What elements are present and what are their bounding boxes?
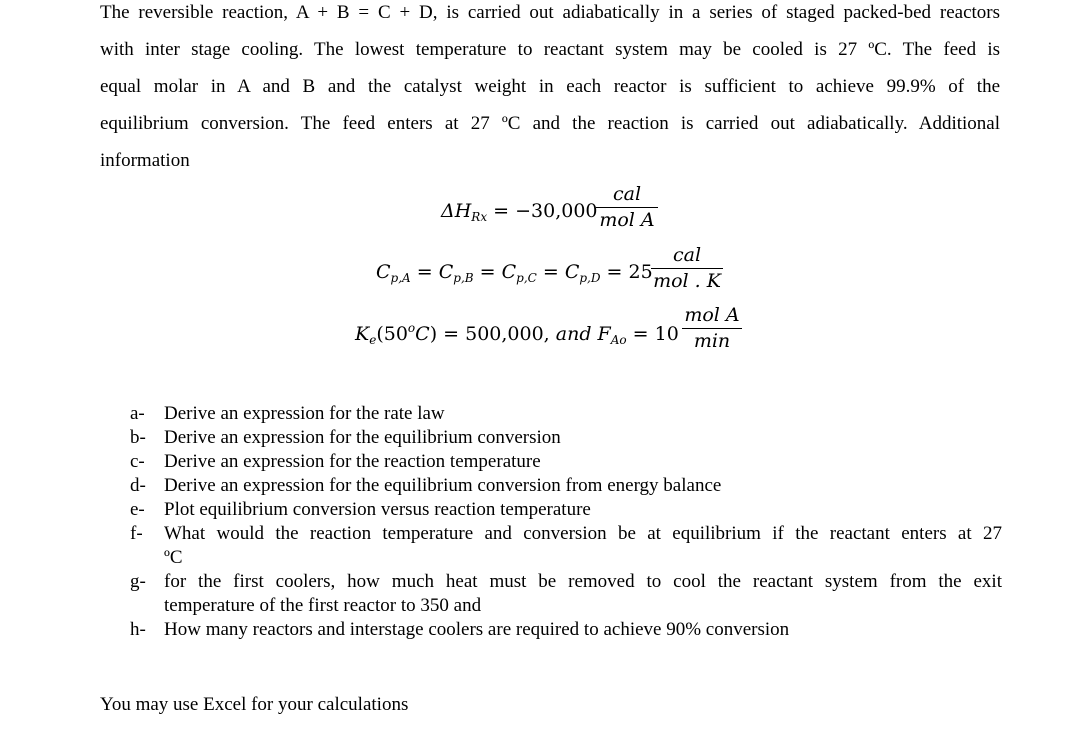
intro-line: equal molar in A and B and the catalyst weight in each reactor is sufficient to achieve 99.9% of the [100, 76, 1000, 97]
footer-note: You may use Excel for your calculations [100, 694, 409, 715]
heat-of-reaction-equation: $\Delta H_{Rx} = -30,000$ [441, 200, 598, 224]
list-item: c- Derive an expression for the reaction temperature [130, 451, 541, 472]
list-item: d- Derive an expression for the equilibrium conversion from energy balance [130, 475, 722, 496]
list-item: h- How many reactors and interstage coolers are required to achieve 90% conversion [130, 619, 790, 640]
list-item: e- Plot equilibrium conversion versus reaction temperature [130, 499, 591, 520]
intro-line: with inter stage cooling. The lowest temperature to reactant system may be cooled is 27 ºC. The feed is [100, 39, 1000, 60]
intro-line: equilibrium conversion. The feed enters at 27 ºC and the reaction is carried out adiabatically. Additional [100, 113, 1000, 134]
heat-of-reaction-unit: cal mol A [596, 183, 658, 231]
question-list [130, 402, 1002, 642]
list-item: f- What would the reaction temperature and conversion be at equilibrium if the reactant enters at 27 ºC [130, 523, 1002, 568]
heat-capacity-equation: $C_{p,A} = C_{p,B} = C_{p,C} = C_{p,D} = 25$ [376, 261, 653, 285]
list-item: a- Derive an expression for the rate law [130, 403, 445, 424]
heat-capacity-unit: cal mol . K [651, 244, 723, 292]
intro-line: information [100, 150, 190, 171]
problem-statement [100, 0, 1000, 179]
list-item: b- Derive an expression for the equilibrium conversion [130, 427, 561, 448]
equilibrium-constant-equation: $K_e(50^oC) = 500,000$, and $F_{Ao} = 10$ [355, 321, 679, 347]
intro-line: The reversible reaction, A + B = C + D, is carried out adiabatically in a series of staged packed-bed reactors [100, 2, 1000, 23]
feed-rate-unit: mol A min [682, 304, 742, 352]
list-item: g- for the first coolers, how much heat must be removed to cool the reactant system from the exit temperature of the first reactor to 350 and [130, 571, 1002, 616]
